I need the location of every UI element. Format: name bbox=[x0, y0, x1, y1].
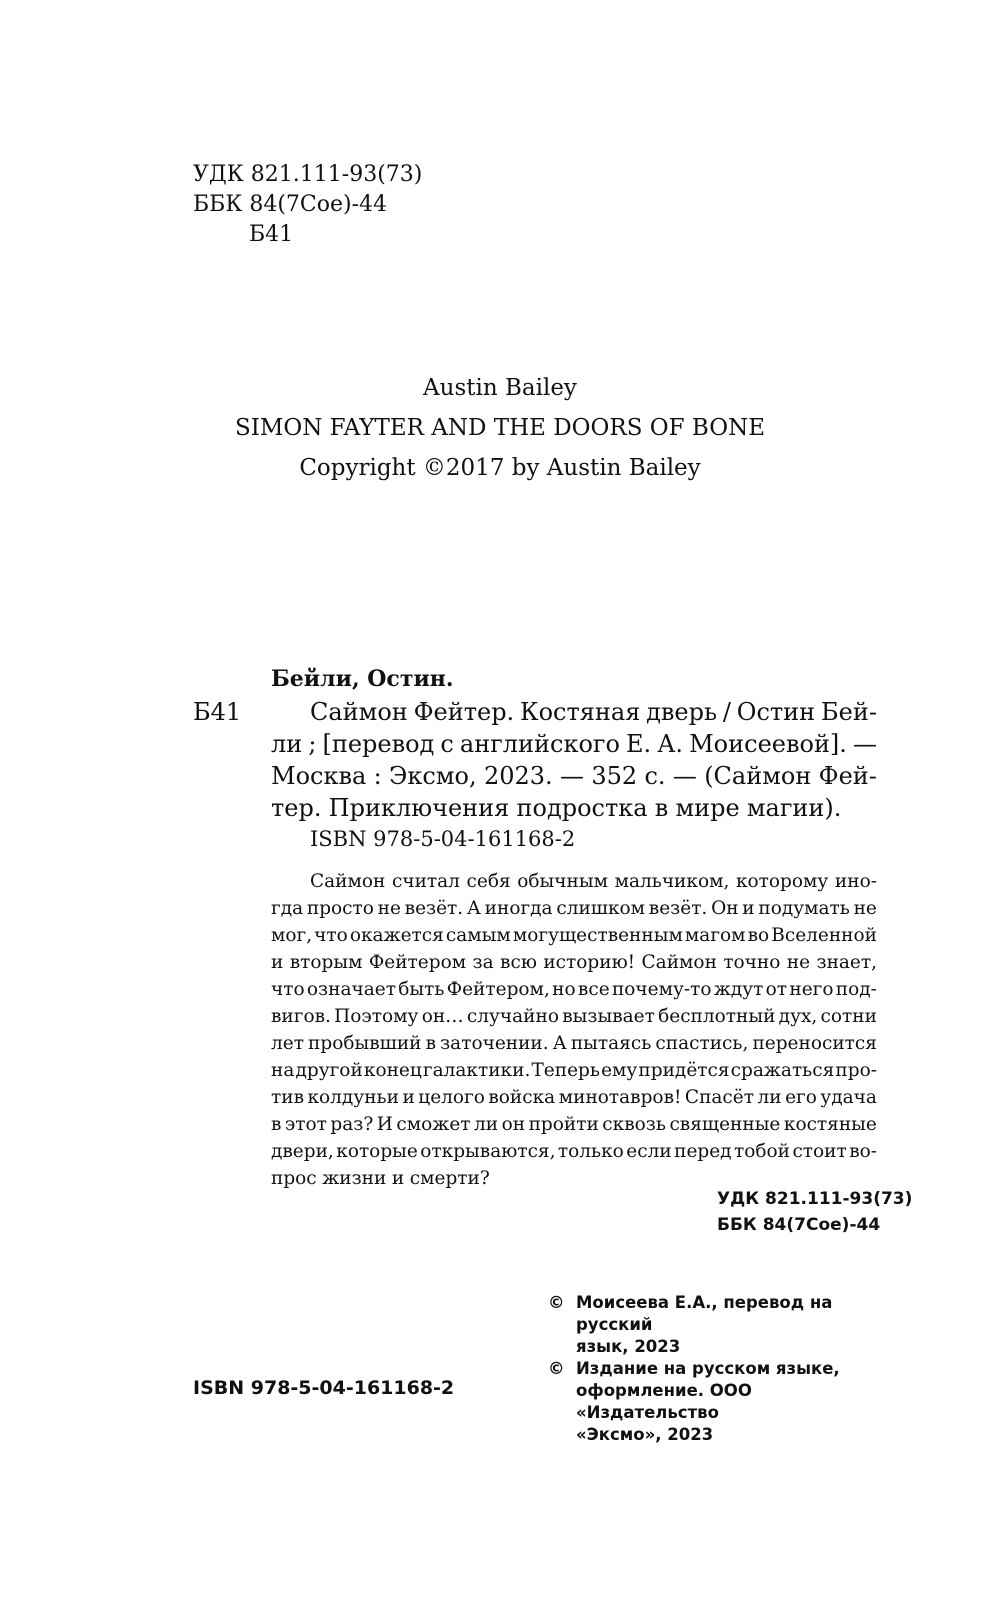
word: Фейтером bbox=[368, 952, 467, 973]
word: на bbox=[271, 1060, 295, 1081]
word: во bbox=[747, 925, 770, 946]
word: сотни bbox=[820, 1006, 877, 1027]
word: пройти bbox=[528, 1114, 599, 1135]
isbn-bottom: ISBN 978-5-04-161168-2 bbox=[193, 1377, 455, 1399]
copyright-sign: © bbox=[548, 1293, 565, 1312]
word: знает, bbox=[816, 952, 877, 973]
description-line bbox=[271, 696, 877, 728]
word: ли bbox=[757, 1087, 782, 1108]
annotation-classification bbox=[717, 1186, 912, 1238]
word: вигов. bbox=[271, 1006, 331, 1027]
word: Приключения bbox=[328, 794, 510, 822]
word: сможет bbox=[396, 1114, 471, 1135]
word: себя bbox=[466, 871, 511, 892]
word: ли bbox=[474, 1114, 499, 1135]
word: что bbox=[271, 979, 305, 1000]
word: магом bbox=[684, 925, 746, 946]
word: пытаясь bbox=[570, 1033, 652, 1054]
word: Е. bbox=[626, 730, 652, 758]
word: ино- bbox=[834, 871, 877, 892]
word: минотавров! bbox=[558, 1087, 682, 1108]
word: самым bbox=[445, 925, 511, 946]
bbk-code-bold: ББК 84(7Сое)-44 bbox=[717, 1215, 881, 1235]
word: 352 bbox=[591, 762, 638, 790]
copyright-notices bbox=[548, 1292, 880, 1446]
word: — bbox=[853, 730, 877, 758]
annotation-line bbox=[271, 1057, 877, 1084]
word: А. bbox=[657, 730, 684, 758]
word: не bbox=[853, 898, 877, 919]
word: (Саймон bbox=[704, 762, 812, 790]
word: — bbox=[559, 762, 584, 790]
description-line bbox=[271, 728, 877, 760]
word: означает bbox=[306, 979, 396, 1000]
word: во- bbox=[849, 1141, 877, 1162]
word: дух, bbox=[778, 1006, 818, 1027]
word: ли bbox=[271, 730, 303, 758]
annotation-paragraph bbox=[271, 868, 877, 1192]
word: с. bbox=[644, 762, 666, 790]
word: другой bbox=[295, 1060, 363, 1081]
original-author: Austin Bailey bbox=[423, 375, 577, 401]
word: бесплотный bbox=[658, 1006, 776, 1027]
word: Фейтер. bbox=[413, 698, 515, 726]
word: если bbox=[626, 1141, 672, 1162]
word: гда bbox=[271, 898, 304, 919]
original-copyright: Copyright ©2017 by Austin Bailey bbox=[299, 455, 701, 481]
word: под- bbox=[835, 979, 877, 1000]
word: лет bbox=[271, 1033, 304, 1054]
word: английского bbox=[459, 730, 620, 758]
word: него bbox=[789, 979, 834, 1000]
word: раз? bbox=[330, 1114, 374, 1135]
word: вторым bbox=[289, 952, 363, 973]
word: иногда bbox=[484, 898, 553, 919]
word: только bbox=[557, 1141, 624, 1162]
word: с bbox=[440, 730, 454, 758]
word: и bbox=[402, 1087, 415, 1108]
annotation-line bbox=[271, 1138, 877, 1165]
word: перед bbox=[674, 1141, 732, 1162]
word: Москва bbox=[271, 762, 367, 790]
word: открываются, bbox=[420, 1141, 556, 1162]
word: смерти? bbox=[409, 1168, 490, 1189]
word: Фей- bbox=[818, 762, 877, 790]
word: Эксмо, bbox=[389, 762, 477, 790]
word: спастись, bbox=[655, 1033, 749, 1054]
annotation-line bbox=[271, 1030, 877, 1057]
bbk-code: ББК 84(7Сое)-44 bbox=[193, 192, 388, 217]
word: колдуньи bbox=[307, 1087, 399, 1108]
word: не bbox=[786, 952, 811, 973]
annotation-line bbox=[271, 1003, 877, 1030]
word: в bbox=[425, 1033, 436, 1054]
copyright-line: «Эксмо», 2023 bbox=[576, 1425, 714, 1444]
bibliographic-author-mark: Б41 bbox=[193, 698, 242, 726]
word: — bbox=[672, 762, 697, 790]
word: Костяная bbox=[520, 698, 641, 726]
word: вызывает bbox=[562, 1006, 655, 1027]
udk-code-bold: УДК 821.111-93(73) bbox=[717, 1189, 913, 1209]
copyright-line: язык, 2023 bbox=[576, 1337, 681, 1356]
word: : bbox=[373, 762, 382, 790]
copyright-sign: © bbox=[548, 1359, 565, 1378]
word: А bbox=[466, 898, 481, 919]
word: за bbox=[472, 952, 494, 973]
word: жизни bbox=[322, 1168, 387, 1189]
word: везёт. bbox=[648, 898, 708, 919]
word: мальчиком, bbox=[614, 871, 730, 892]
word: Спасёт bbox=[684, 1087, 754, 1108]
copyright-line: Издание на русском языке, bbox=[576, 1359, 840, 1378]
annotation-line bbox=[271, 868, 877, 895]
word: слишком bbox=[556, 898, 646, 919]
word: ему bbox=[601, 1060, 638, 1081]
word: в bbox=[654, 794, 669, 822]
description-line bbox=[271, 792, 877, 824]
author-mark: Б41 bbox=[249, 222, 294, 247]
word: И bbox=[376, 1114, 393, 1135]
word: войска bbox=[488, 1087, 556, 1108]
word: целого bbox=[418, 1087, 485, 1108]
udk-code: УДК 821.111-93(73) bbox=[193, 162, 423, 187]
word: тив bbox=[271, 1087, 304, 1108]
word: А bbox=[552, 1033, 567, 1054]
word: его bbox=[785, 1087, 817, 1108]
word: от bbox=[765, 979, 788, 1000]
bibliographic-author-heading: Бейли, Остин. bbox=[271, 666, 454, 692]
description-line bbox=[271, 760, 877, 792]
word: ; bbox=[308, 730, 317, 758]
word: ждут bbox=[713, 979, 764, 1000]
word: сквозь bbox=[602, 1114, 666, 1135]
word: 2023. bbox=[483, 762, 553, 790]
bibliographic-isbn: ISBN 978-5-04-161168-2 bbox=[310, 827, 576, 851]
word: про- bbox=[835, 1060, 877, 1081]
word: подумать bbox=[758, 898, 850, 919]
word: считал bbox=[391, 871, 460, 892]
word: [перевод bbox=[322, 730, 435, 758]
word: мог, bbox=[271, 925, 313, 946]
word: двери, bbox=[271, 1141, 334, 1162]
word: тер. bbox=[271, 794, 322, 822]
word: Саймон bbox=[310, 698, 408, 726]
word: костяные bbox=[783, 1114, 877, 1135]
word: Поэтому bbox=[334, 1006, 419, 1027]
word: священные bbox=[669, 1114, 781, 1135]
word: случайно bbox=[466, 1006, 559, 1027]
word: в bbox=[271, 1114, 282, 1135]
word: но bbox=[552, 979, 576, 1000]
word: что bbox=[314, 925, 348, 946]
word: мире bbox=[675, 794, 740, 822]
word: почему-то bbox=[611, 979, 712, 1000]
word: всю bbox=[500, 952, 537, 973]
word: прос bbox=[271, 1168, 317, 1189]
word: / bbox=[722, 698, 731, 726]
word: везёт. bbox=[404, 898, 464, 919]
word: пробывший bbox=[308, 1033, 422, 1054]
word: удача bbox=[820, 1087, 877, 1108]
word: Саймон bbox=[641, 952, 717, 973]
word: конец bbox=[363, 1060, 422, 1081]
word: стоит bbox=[792, 1141, 847, 1162]
word: которые bbox=[336, 1141, 418, 1162]
word: подростка bbox=[516, 794, 648, 822]
annotation-line bbox=[271, 976, 877, 1003]
word: быть bbox=[398, 979, 445, 1000]
word: сражаться bbox=[730, 1060, 835, 1081]
word: и bbox=[742, 898, 755, 919]
word: тобой bbox=[734, 1141, 790, 1162]
word: Теперь bbox=[531, 1060, 600, 1081]
word: и bbox=[391, 1168, 405, 1189]
copyright-item bbox=[548, 1358, 880, 1446]
word: этот bbox=[284, 1114, 327, 1135]
word: переносится bbox=[752, 1033, 877, 1054]
word: заточении. bbox=[440, 1033, 549, 1054]
word: магии). bbox=[746, 794, 842, 822]
word: которому bbox=[735, 871, 829, 892]
word: могущественным bbox=[512, 925, 683, 946]
word: он… bbox=[421, 1006, 464, 1027]
word: не bbox=[377, 898, 401, 919]
word: Моисеевой]. bbox=[689, 730, 847, 758]
word: обычным bbox=[517, 871, 608, 892]
copyright-line: оформление. ООО «Издательство bbox=[576, 1381, 752, 1422]
annotation-line bbox=[271, 895, 877, 922]
original-edition-block bbox=[0, 368, 1000, 488]
word: Бей- bbox=[820, 698, 877, 726]
word: историю! bbox=[543, 952, 636, 973]
word: Вселенной bbox=[771, 925, 877, 946]
annotation-line bbox=[271, 922, 877, 949]
word: окажется bbox=[349, 925, 444, 946]
word: и bbox=[271, 952, 284, 973]
word: все bbox=[577, 979, 610, 1000]
word: придётся bbox=[638, 1060, 730, 1081]
annotation-line bbox=[271, 1111, 877, 1138]
word: просто bbox=[306, 898, 374, 919]
bibliographic-description bbox=[271, 696, 877, 824]
word: точно bbox=[723, 952, 781, 973]
word: галактики. bbox=[422, 1060, 531, 1081]
word: Фейтером, bbox=[446, 979, 550, 1000]
copyright-line: Моисеева Е.А., перевод на русский bbox=[576, 1293, 833, 1334]
annotation-line bbox=[271, 1084, 877, 1111]
top-classification-block bbox=[193, 160, 422, 250]
annotation-line bbox=[271, 949, 877, 976]
copyright-item bbox=[548, 1292, 880, 1358]
word: он bbox=[501, 1114, 526, 1135]
word: Остин bbox=[736, 698, 816, 726]
word: дверь bbox=[646, 698, 718, 726]
original-title: SIMON FAYTER AND THE DOORS OF BONE bbox=[234, 415, 765, 441]
word: Саймон bbox=[310, 871, 386, 892]
word: Он bbox=[711, 898, 739, 919]
